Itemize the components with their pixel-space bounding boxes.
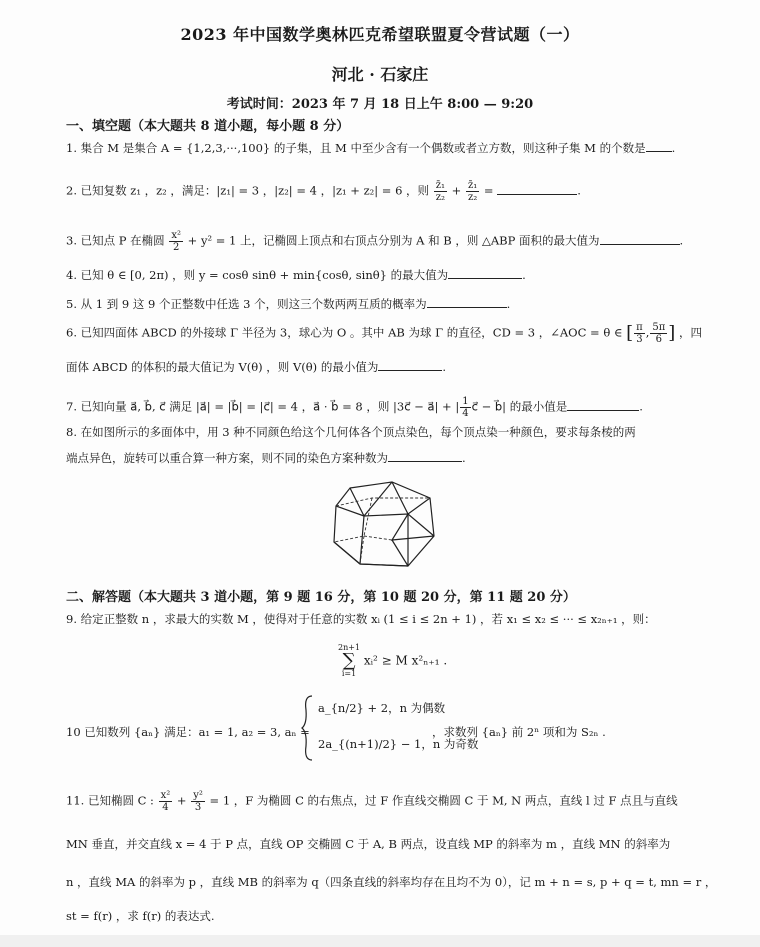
question-11-line2: MN 垂直，并交直线 x = 4 于 P 点，直线 OP 交椭圆 C 于 A, B 两点，设直线 MP 的斜率为 m ，直线 MN 的斜率为 [66,837,671,851]
q6-text-b: 面体 ABCD 的体积的最大值记为 V(θ) ，则 V(θ) 的最小值为 [66,360,379,374]
question-6: 6. 已知四面体 ABCD 的外接球 Γ 半径为 3，球心为 O 。其中 AB 为球 Γ 的直径，CD = 3 ，∠AOC = θ ∈ [ $\frac{\pi}{3}$ , $\frac{5\pi}{6}$ ] ，四 [66,322,702,345]
q11-plus: + [176,793,187,808]
q3-blank [600,234,680,245]
polyhedron-figure [330,480,440,570]
question-9-line1: 9. 给定正整数 n ，求最大的实数 M ，使得对于任意的实数 xᵢ (1 ≤ i ≤ 2n + 1) ，若 x₁ ≤ x₂ ≤ ··· ≤ x₂ₙ₊₁ ，则： [66,612,656,626]
question-11-line3: n ，直线 MA 的斜率为 p ，直线 MB 的斜率为 q（四条直线的斜率均存在且均不为 0），记 m + n = s, p + q = t, mn = r ， [66,875,717,889]
q9-formula-text: xᵢ² ≥ M x²ₙ₊₁ . [363,653,448,668]
q8-blank [388,451,462,462]
polyhedron-edges [334,482,434,566]
q3-fraction: $\frac{\text{x²}}{2}$ [171,230,181,253]
question-3: 3. 已知点 P 在椭圆 $\frac{\text{x²}}{2}$ + y² = 1 上，记椭圆上顶点和右顶点分别为 A 和 B ，则 △ABP 面积的最大值为 . [66,230,684,253]
q10-text-b: ，求数列 {aₙ} 前 2ⁿ 项和为 S₂ₙ . [432,725,606,739]
q7-text-b: c⃗ − b⃗| 的最小值是 [471,399,568,414]
section1-heading: 一、填空题（本大题共 8 道小题，每小题 8 分） [66,119,350,134]
q11-text-a: 11. 已知椭圆 C : [66,793,154,808]
q7-text-a: 7. 已知向量 a⃗, b⃗, c⃗ 满足 |a⃗| = |b⃗| = |c⃗| = 4 ，a⃗ · b⃗ = 8 ，则 |3c⃗ − a⃗| + | [66,399,460,414]
question-8-line2: 端点异色，旋转可以重合算一种方案，则不同的染色方案种数为 . [66,451,466,465]
left-brace-icon [300,694,314,762]
q2-plus: + [451,183,462,198]
question-11-line1 [66,790,678,813]
q6-fraction-2: $\frac{5\pi}{6}$ [652,322,666,345]
question-6-line2: 面体 ABCD 的体积的最大值记为 V(θ) ，则 V(θ) 的最小值为 . [66,360,446,374]
q6-right-bracket: ] [668,322,676,344]
q3-text-b: + y² = 1 上，记椭圆上顶点和右顶点分别为 A 和 B ，则 △ABP 面积的最大值为 [187,233,600,248]
q1-text: 1. 集合 M 是集合 A = {1,2,3,···,100} 的子集，且 M 中至少含有一个偶数或者立方数，则这种子集 M 的个数是 [66,141,646,155]
q2-text: 2. 已知复数 z₁ ，z₂ ，满足：|z₁| = 3 ，|z₂| = 4 ，|z₁ + z₂| = 6 ，则 [66,183,430,198]
q11-fraction-2: $\frac{\text{y²}}{3}$ [193,790,203,813]
q10-piecewise [300,694,479,762]
sigma-symbol: ∑ [342,650,356,671]
question-5: 5. 从 1 到 9 这 9 个正整数中任选 3 个，则这三个数两两互质的概率为 . [66,297,511,311]
exam-title: 2023 年中国数学奥林匹克希望联盟夏令营试题（一） [180,25,580,44]
q2-fraction-1: $\frac{\text{z̄₁}}{\text{z₂}}$ [435,180,445,203]
q4-blank [448,268,522,279]
q3-text-a: 3. 已知点 P 在椭圆 [66,233,165,248]
q2-fraction-2: $\frac{\text{z̄₁}}{\text{z₂}}$ [467,180,478,203]
q6-left-bracket: [ [626,322,634,344]
question-2: 2. 已知复数 z₁ ，z₂ ，满足：|z₁| = 3 ，|z₂| = 4 ，|z₁ + z₂| = 6 ，则 $\frac{\text{z̄₁}}{\text{z₂}}$ + $\frac{\text{z̄₁}}{\text{z₂}}$ = . [66,180,581,203]
q10-case-even: a_{n/2} + 2，n 为偶数 [318,701,446,715]
q11-text-b: = 1 ，F 为椭圆 C 的右焦点，过 F 作直线交椭圆 C 于 M, N 两点，直线 l 过 F 点且与直线 [209,793,678,808]
q1-blank [646,141,672,152]
q11-fraction-1: $\frac{\text{x²}}{4}$ [160,790,171,813]
q6-fraction-1: $\frac{\pi}{3}$ [636,322,643,345]
q6-text-end: ，四 [678,325,702,340]
question-10 [66,727,310,739]
question-1: 1. 集合 M 是集合 A = {1,2,3,···,100} 的子集，且 M 中至少含有一个偶数或者立方数，则这种子集 M 的个数是 . [66,141,676,155]
q5-text: 5. 从 1 到 9 这 9 个正整数中任选 3 个，则这三个数两两互质的概率为 [66,297,427,311]
q10-text-a: 10 已知数列 {aₙ} 满足：a₁ = 1, a₂ = 3, aₙ = [66,725,310,739]
question-7: 7. 已知向量 a⃗, b⃗, c⃗ 满足 |a⃗| = |b⃗| = |c⃗| = 4 ，a⃗ · b⃗ = 8 ，则 |3c⃗ − a⃗| + | $\frac{1}{4}$ c⃗ − b⃗| 的最小值是 . [66,396,643,419]
exam-location: 河北 · 石家庄 [331,65,429,84]
q6-blank [378,360,442,371]
q2-blank [497,184,577,195]
q10-case-odd: 2a_{(n+1)/2} − 1，n 为奇数 [318,737,479,751]
q4-text: 4. 已知 θ ∈ [0, 2π) ，则 y = cosθ sinθ + min{cosθ, sinθ} 的最大值为 [66,268,449,282]
q7-blank [567,400,639,411]
question-11-line4: st = f(r) ，求 f(r) 的表达式. [66,909,215,923]
question-10-tail [432,727,606,739]
question-4: 4. 已知 θ ∈ [0, 2π) ，则 y = cosθ sinθ + min{cosθ, sinθ} 的最大值为 . [66,268,526,282]
q6-text-a: 6. 已知四面体 ABCD 的外接球 Γ 半径为 3，球心为 O 。其中 AB 为球 Γ 的直径，CD = 3 ，∠AOC = θ ∈ [66,325,623,340]
question-9-formula [338,644,447,678]
q2-equals: = [483,183,494,198]
q5-blank [427,297,507,308]
question-8-line1: 8. 在如图所示的多面体中，用 3 种不同颜色给这个几何体各个顶点染色，每个顶点染一种颜色，要求每条棱的两 [66,425,636,439]
page-bottom-strip [0,935,760,947]
q7-fraction: $\frac{1}{4}$ [462,396,469,419]
exam-time: 考试时间：2023 年 7 月 18 日上午 8:00 — 9:20 [226,97,534,112]
section2-heading: 二、解答题（本大题共 3 道小题，第 9 题 16 分，第 10 题 20 分，第 11 题 20 分） [66,590,576,605]
q8-text-b: 端点异色，旋转可以重合算一种方案，则不同的染色方案种数为 [66,451,388,465]
q9-summation: 2n+1 ∑ i=1 [338,643,361,678]
